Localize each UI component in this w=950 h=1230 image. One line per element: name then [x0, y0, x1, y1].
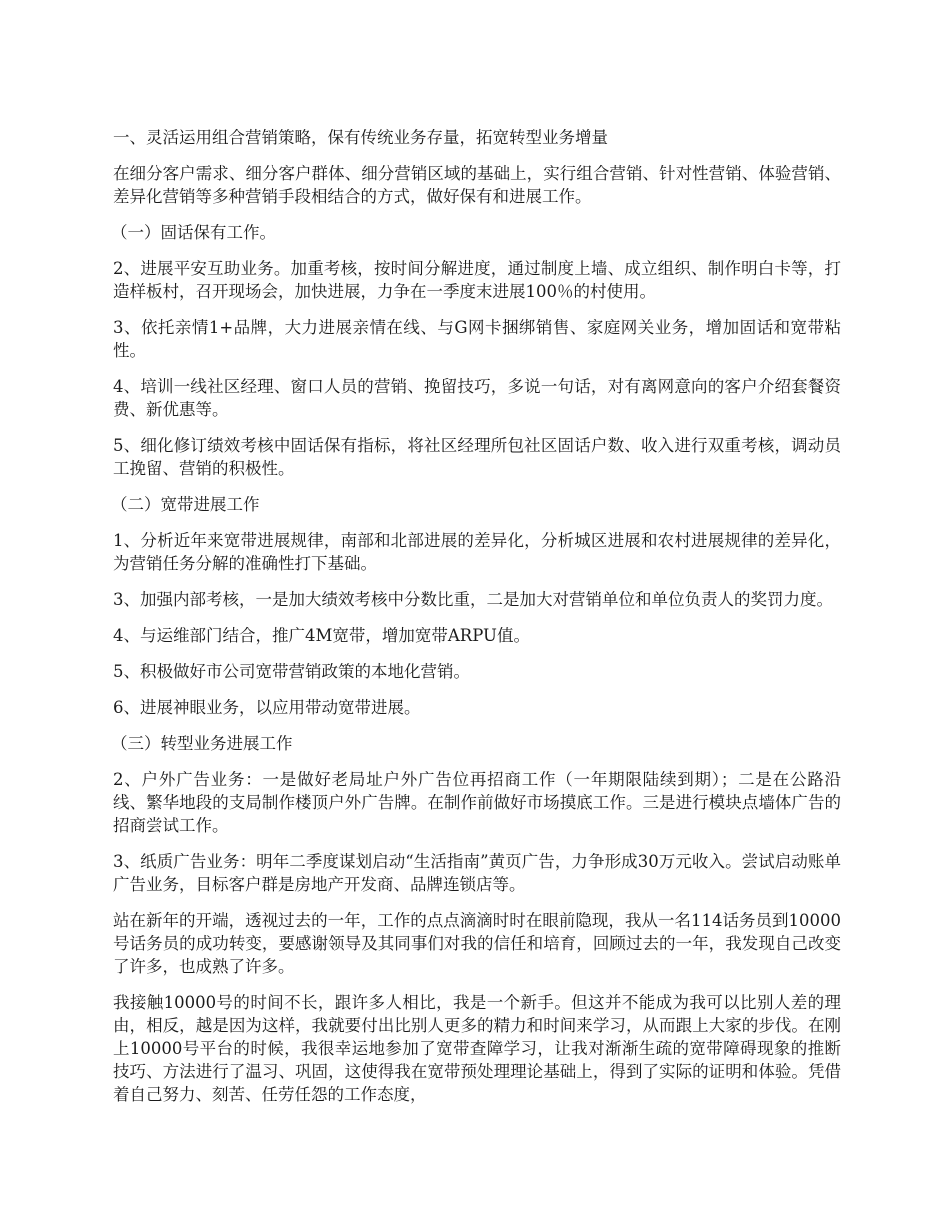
- paragraph-intro: 在细分客户需求、细分客户群体、细分营销区域的基础上，实行组合营销、针对性营销、体验营销、差异化营销等多种营销手段相结合的方式，做好保有和进展工作。: [113, 164, 841, 206]
- paragraph-broadband-1: 1、分析近年来宽带进展规律，南部和北部进展的差异化，分析城区进展和农村进展规律的差异化，为营销任务分解的准确性打下基础。: [113, 531, 841, 573]
- paragraph-10000-experience: 我接触10000号的时间不长，跟许多人相比，我是一个新手。但这并不能成为我可以比别人差的理由，相反，越是因为这样，我就要付出比别人更多的精力和时间来学习，从而跟上大家的步伐。在刚上10000号平台的时候，我很幸运地参加了宽带查障学习，让我对渐渐生疏的宽带障碍现象的推断技巧、方法进行了温习、巩固，这使得我在宽带预处理理论基础上，得到了实际的证明和体验。凭借着自己努力、刻苦、任劳任怨的工作态度，: [113, 993, 841, 1104]
- subheading-transformation: （三）转型业务进展工作: [111, 734, 293, 753]
- document-body: [113, 126, 841, 1119]
- paragraph-broadband-5: 5、积极做好市公司宽带营销政策的本地化营销。: [113, 662, 470, 681]
- paragraph-landline-5: 5、细化修订绩效考核中固话保有指标，将社区经理所包社区固话户数、收入进行双重考核，调动员工挽留、营销的积极性。: [113, 436, 841, 478]
- section-heading-1: 一、灵活运用组合营销策略，保有传统业务存量，拓宽转型业务增量: [113, 128, 608, 147]
- subheading-landline: （一）固话保有工作。: [111, 223, 276, 242]
- paragraph-paper-ads: 3、纸质广告业务：明年二季度谋划启动“生活指南”黄页广告，力争形成30万元收入。尝试启动账单广告业务，目标客户群是房地产开发商、品牌连锁店等。: [113, 852, 841, 894]
- paragraph-broadband-6: 6、进展神眼业务，以应用带动宽带进展。: [113, 698, 421, 717]
- paragraph-landline-3: 3、依托亲情1+品牌，大力进展亲情在线、与G网卡捆绑销售、家庭网关业务，增加固话和宽带粘性。: [113, 318, 841, 360]
- paragraph-new-year: 站在新年的开端，透视过去的一年，工作的点点滴滴时时在眼前隐现，我从一名114话务员到10000号话务员的成功转变，要感谢领导及其同事们对我的信任和培育，回顾过去的一年，我发现自己改变了许多，也成熟了许多。: [113, 911, 841, 976]
- subheading-broadband: （二）宽带进展工作: [111, 495, 260, 514]
- paragraph-outdoor-ads: 2、户外广告业务：一是做好老局址户外广告位再招商工作（一年期限陆续到期）；二是在公路沿线、繁华地段的支局制作楼顶户外广告牌。在制作前做好市场摸底工作。三是进行模块点墙体广告的招商尝试工作。: [113, 770, 841, 835]
- paragraph-broadband-3: 3、加强内部考核，一是加大绩效考核中分数比重，二是加大对营销单位和单位负责人的奖罚力度。: [113, 590, 833, 609]
- paragraph-landline-4: 4、培训一线社区经理、窗口人员的营销、挽留技巧，多说一句话，对有离网意向的客户介绍套餐资费、新优惠等。: [113, 377, 841, 419]
- paragraph-broadband-4: 4、与运维部门结合，推广4M宽带，增加宽带ARPU值。: [113, 626, 530, 645]
- paragraph-landline-2: 2、进展平安互助业务。加重考核，按时间分解进度，通过制度上墙、成立组织、制作明白卡等，打造样板村，召开现场会，加快进展，力争在一季度末进展100％的村使用。: [113, 259, 841, 301]
